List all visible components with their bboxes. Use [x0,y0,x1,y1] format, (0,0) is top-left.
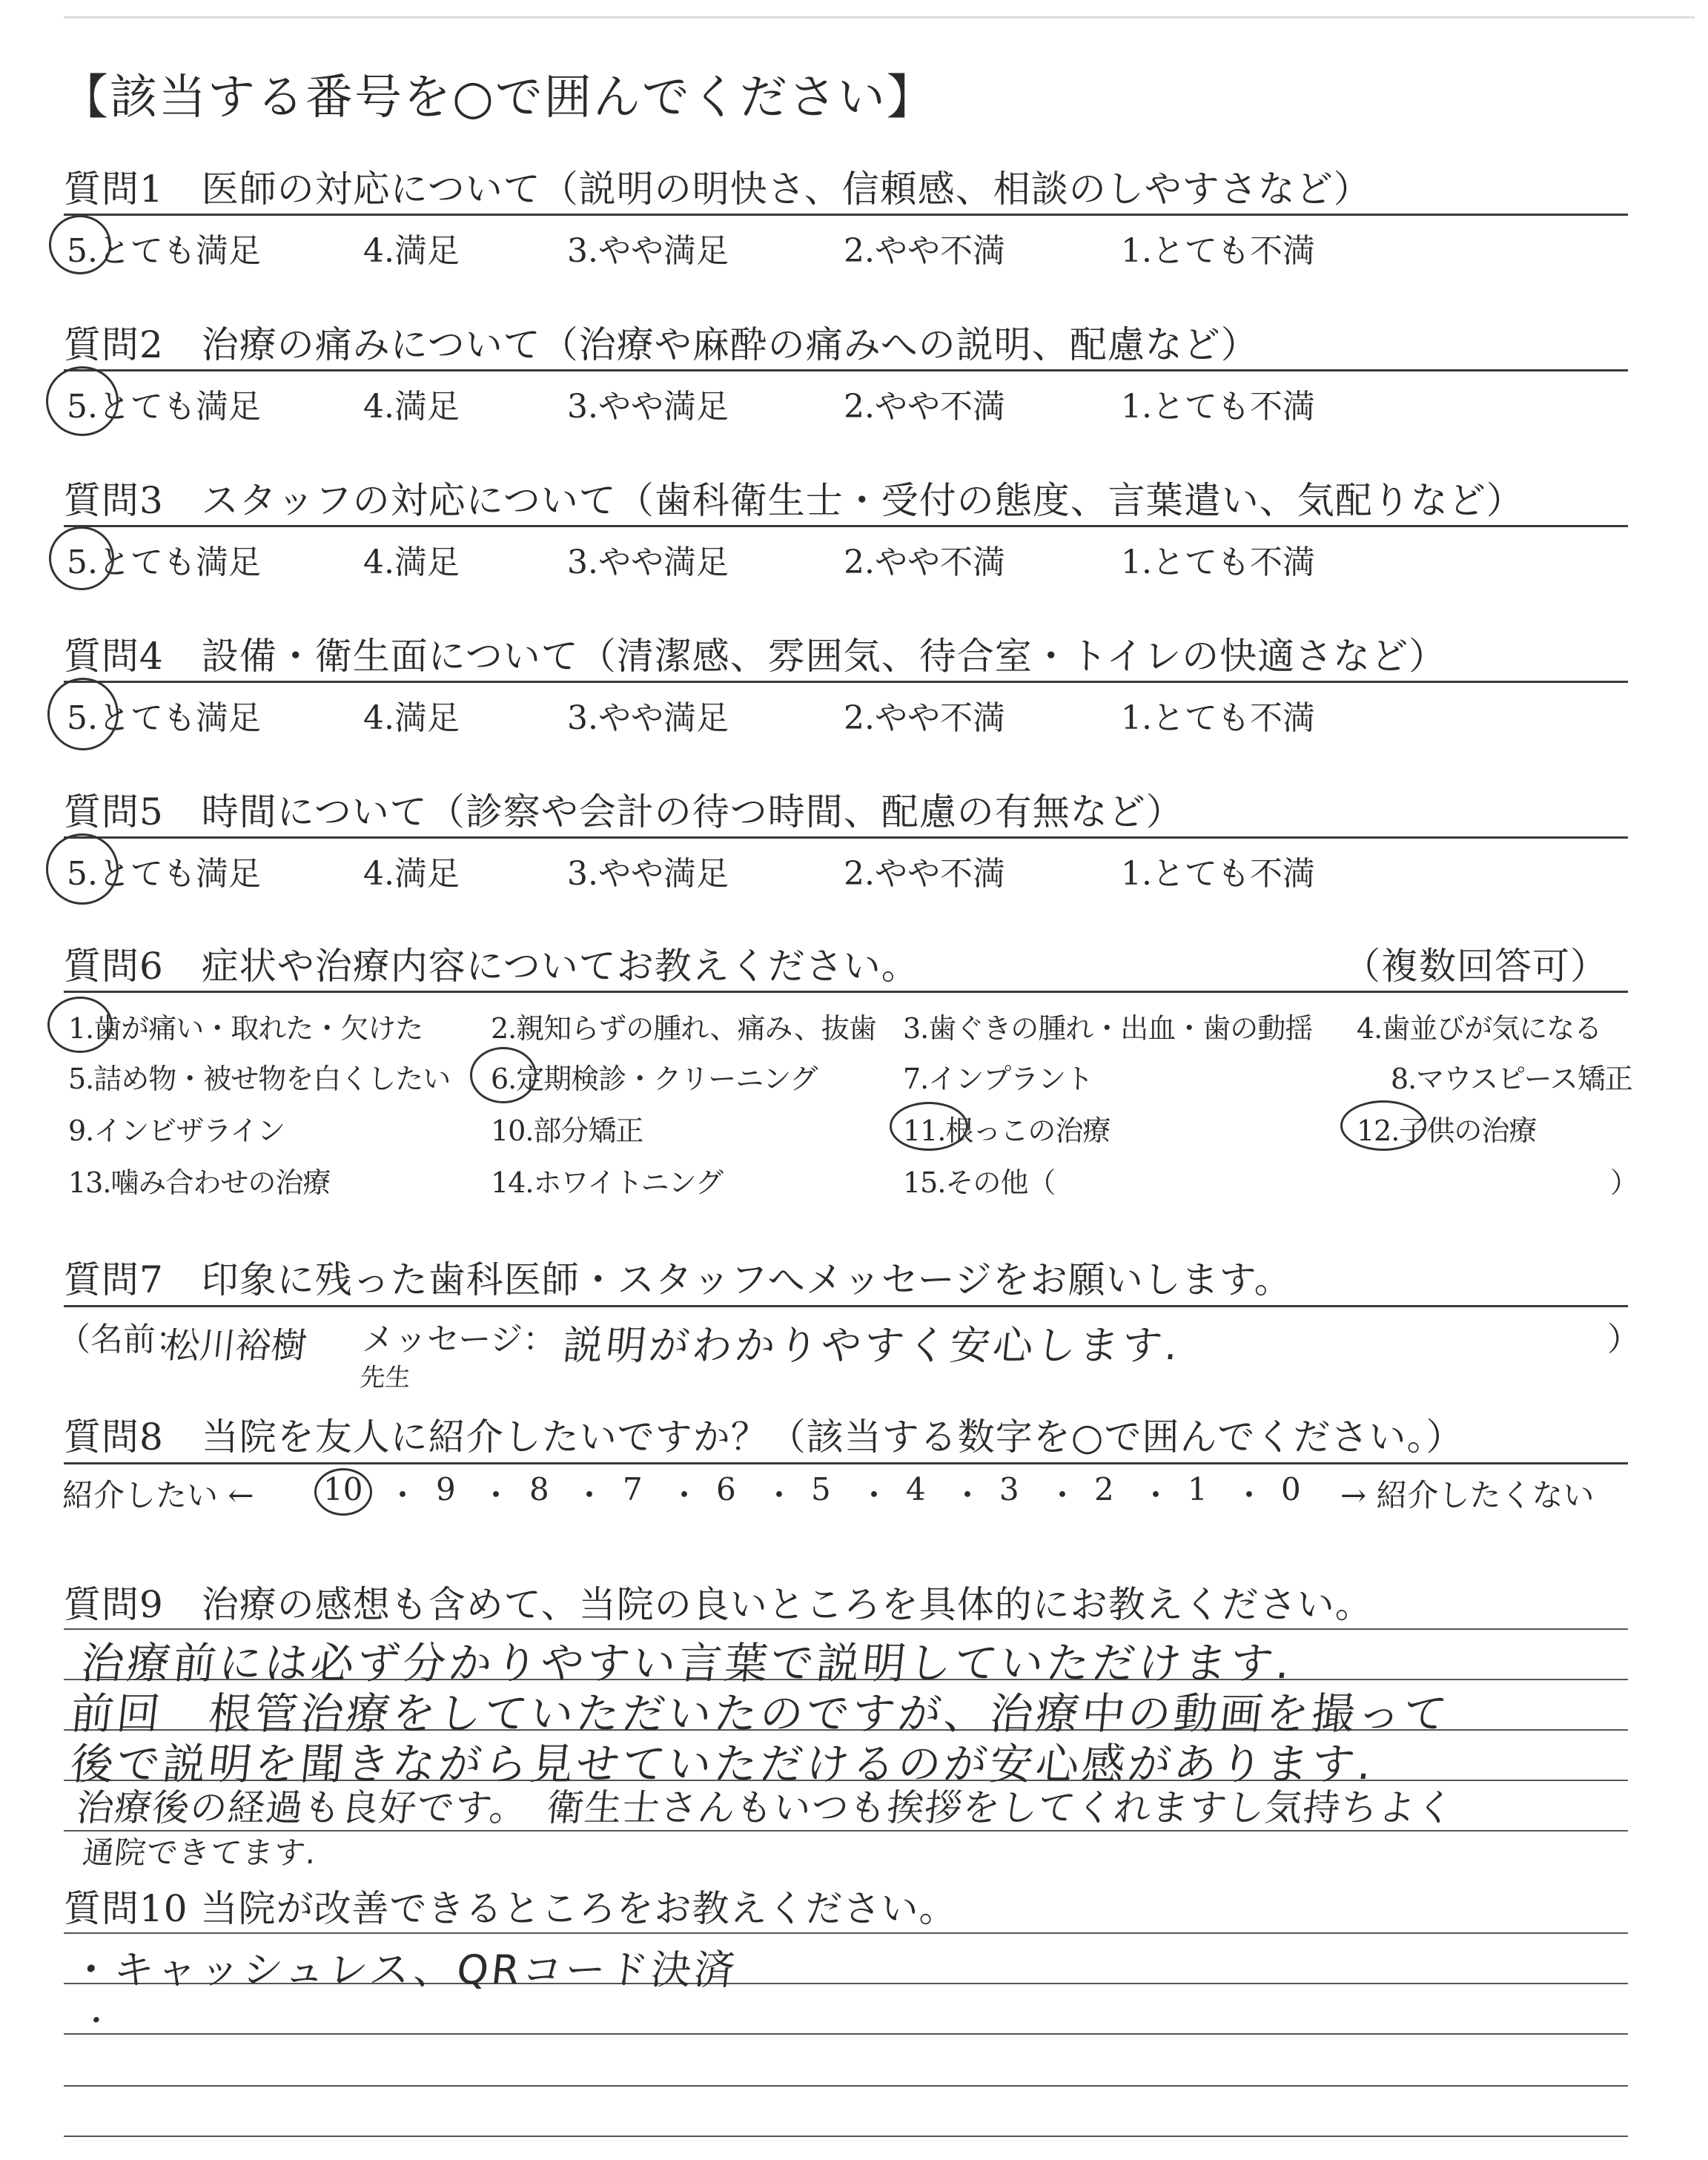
q7-message-label: メッセージ： [362,1321,556,1358]
q3-option-1[interactable]: 1.とても不満 [1121,544,1315,581]
q4-option-4[interactable]: 4.満足 [363,699,460,737]
q1-option-1[interactable]: 1.とても不満 [1121,232,1315,270]
q6-selection-circle-6 [470,1047,537,1103]
q6-option-1[interactable]: 1.歯が痛い・取れた・欠けた [68,1012,423,1045]
q2-option-4[interactable]: 4.満足 [363,388,460,426]
q1-option-3[interactable]: 3.やや満足 [567,232,729,270]
question-7-rule [64,1305,1628,1307]
q1-option-5[interactable]: 5.とても満足 [67,232,261,270]
question-8-rule [64,1462,1628,1464]
q5-selection-circle [46,833,119,905]
question-4-rule [64,681,1628,683]
q6-option-7[interactable]: 7.インプラント [903,1063,1093,1095]
q6-selection-circle-12 [1340,1100,1426,1151]
scan-edge [64,16,1695,19]
q5-option-4[interactable]: 4.満足 [363,855,460,893]
q5-option-2[interactable]: 2.やや不満 [844,855,1005,893]
question-3-rule [64,525,1628,527]
q2-option-2[interactable]: 2.やや不満 [844,388,1005,426]
q6-option-4[interactable]: 4.歯並びが気になる [1357,1012,1602,1045]
q10-line-3 [64,2033,1628,2035]
q8-scale-7[interactable]: 7 [623,1471,643,1507]
q1-option-2[interactable]: 2.やや不満 [844,232,1005,270]
q8-scale-2[interactable]: 2 [1094,1471,1114,1507]
q9-answer-line-3[interactable]: 後で説明を聞きながら見せていただけるのが安心感があります. [67,1739,1377,1789]
q3-option-5[interactable]: 5.とても満足 [67,544,261,581]
question-1-label: 質問1 医師の対応について（説明の明快さ、信頼感、相談のしやすさなど） [64,168,1371,211]
q4-option-2[interactable]: 2.やや不満 [844,699,1005,737]
q3-selection-circle [49,526,114,590]
q10-answer-line-1[interactable]: ・キャッシュレス、QRコード決済 [68,1946,740,1993]
question-6-note: （複数回答可） [1343,945,1608,988]
q3-option-3[interactable]: 3.やや満足 [567,544,729,581]
q6-option-11[interactable]: 11.根っこの治療 [903,1114,1110,1147]
q6-option-9[interactable]: 9.インビザライン [68,1114,285,1147]
q2-option-3[interactable]: 3.やや満足 [567,388,729,426]
q9-answer-line-1[interactable]: 治療前には必ず分かりやすい言葉で説明していただけます. [78,1638,1296,1688]
question-8-label: 質問8 当院を友人に紹介したいですか？（該当する数字を○で囲んでください。） [64,1416,1464,1459]
q10-line-1 [64,1932,1628,1934]
q3-option-2[interactable]: 2.やや不満 [844,544,1005,581]
question-1-rule [64,214,1628,216]
q8-scale-10[interactable]: 10 [323,1471,363,1507]
q8-scale-6[interactable]: 6 [716,1471,736,1507]
q8-scale-4[interactable]: 4 [906,1471,926,1507]
q7-message-value[interactable]: 説明がわかりやすく安心します. [560,1322,1184,1369]
q4-option-3[interactable]: 3.やや満足 [567,699,729,737]
question-5-label: 質問5 時間について（診察や会計の待つ時間、配慮の有無など） [64,790,1184,833]
q6-option-10[interactable]: 10.部分矯正 [491,1114,643,1147]
q5-option-1[interactable]: 1.とても不満 [1121,855,1315,893]
q4-selection-circle [47,678,119,750]
q3-option-4[interactable]: 4.満足 [363,544,460,581]
q10-line-5 [64,2136,1628,2137]
q6-option-5[interactable]: 5.詰め物・被せ物を白くしたい [68,1063,451,1095]
q8-right-label: → 紹介したくない [1340,1477,1595,1513]
q7-name-value[interactable]: 松川裕樹 [162,1325,309,1367]
question-4-label: 質問4 設備・衛生面について（清潔感、雰囲気、待合室・トイレの快適さなど） [64,635,1447,678]
q4-option-1[interactable]: 1.とても不満 [1121,699,1315,737]
question-3-label: 質問3 スタッフの対応について（歯科衛生士・受付の態度、言葉遣い、気配りなど） [64,479,1524,522]
q6-option-6[interactable]: 6.定期検診・クリーニング [491,1063,818,1095]
question-9-label: 質問9 治療の感想も含めて、当院の良いところを具体的にお教えください。 [64,1583,1373,1626]
q8-scale-5[interactable]: 5 [811,1471,831,1507]
q6-selection-circle-1 [47,997,113,1053]
q7-name-suffix: 先生 [358,1363,412,1393]
q8-scale-9[interactable]: 9 [436,1471,456,1507]
q9-answer-line-5[interactable]: 通院できてます. [81,1834,319,1871]
q6-option-15-close: ） [1610,1166,1638,1199]
q6-option-15[interactable]: 15.その他（ [903,1166,1056,1199]
q6-option-13[interactable]: 13.噛み合わせの治療 [68,1166,331,1199]
q6-option-2[interactable]: 2.親知らずの腫れ、痛み、抜歯 [491,1012,876,1045]
q2-selection-circle [46,366,119,436]
q6-option-8[interactable]: 8.マウスピース矯正 [1391,1063,1632,1095]
q2-option-5[interactable]: 5.とても満足 [67,388,261,426]
q1-option-4[interactable]: 4.満足 [363,232,460,270]
question-7-label: 質問7 印象に残った歯科医師・スタッフへメッセージをお願いします。 [64,1258,1292,1301]
q8-left-label: 紹介したい ← [62,1477,254,1513]
q8-scale-3[interactable]: 3 [999,1471,1019,1507]
q8-scale-8[interactable]: 8 [529,1471,549,1507]
q10-line-4 [64,2085,1628,2087]
question-5-rule [64,836,1628,839]
q6-selection-circle-11 [890,1102,968,1151]
q5-option-3[interactable]: 3.やや満足 [567,855,729,893]
question-6-rule [64,991,1628,993]
q6-option-14[interactable]: 14.ホワイトニング [491,1166,724,1199]
q7-close-paren: ） [1607,1321,1640,1358]
q2-option-1[interactable]: 1.とても不満 [1121,388,1315,426]
question-2-label: 質問2 治療の痛みについて（治療や麻酔の痛みへの説明、配慮など） [64,323,1259,366]
q8-selection-circle [314,1468,372,1516]
q7-name-label: （名前： [58,1321,188,1358]
question-10-label: 質問10 当院が改善できるところをお教えください。 [64,1887,957,1930]
q6-option-12[interactable]: 12.子供の治療 [1357,1114,1537,1147]
q1-selection-circle [49,215,111,274]
q9-answer-line-4[interactable]: 治療後の経過も良好です。 衛生士さんもいつも挨拶をしてくれますし気持ちよく [74,1786,1457,1829]
question-2-rule [64,369,1628,371]
q5-option-5[interactable]: 5.とても満足 [67,855,261,893]
q4-option-5[interactable]: 5.とても満足 [67,699,261,737]
q8-scale-0[interactable]: 0 [1281,1471,1301,1507]
question-6-label: 質問6 症状や治療内容についてお教えください。 [64,945,919,988]
q6-option-3[interactable]: 3.歯ぐきの腫れ・出血・歯の動揺 [903,1012,1313,1045]
page-title: 【該当する番号を○で囲んでください】 [61,70,936,125]
q9-answer-line-2[interactable]: 前回 根管治療をしていただいたのですが、治療中の動画を撮って [67,1688,1453,1739]
q8-scale-1[interactable]: 1 [1188,1471,1208,1507]
q10-answer-line-2[interactable]: ・ [79,2004,113,2038]
